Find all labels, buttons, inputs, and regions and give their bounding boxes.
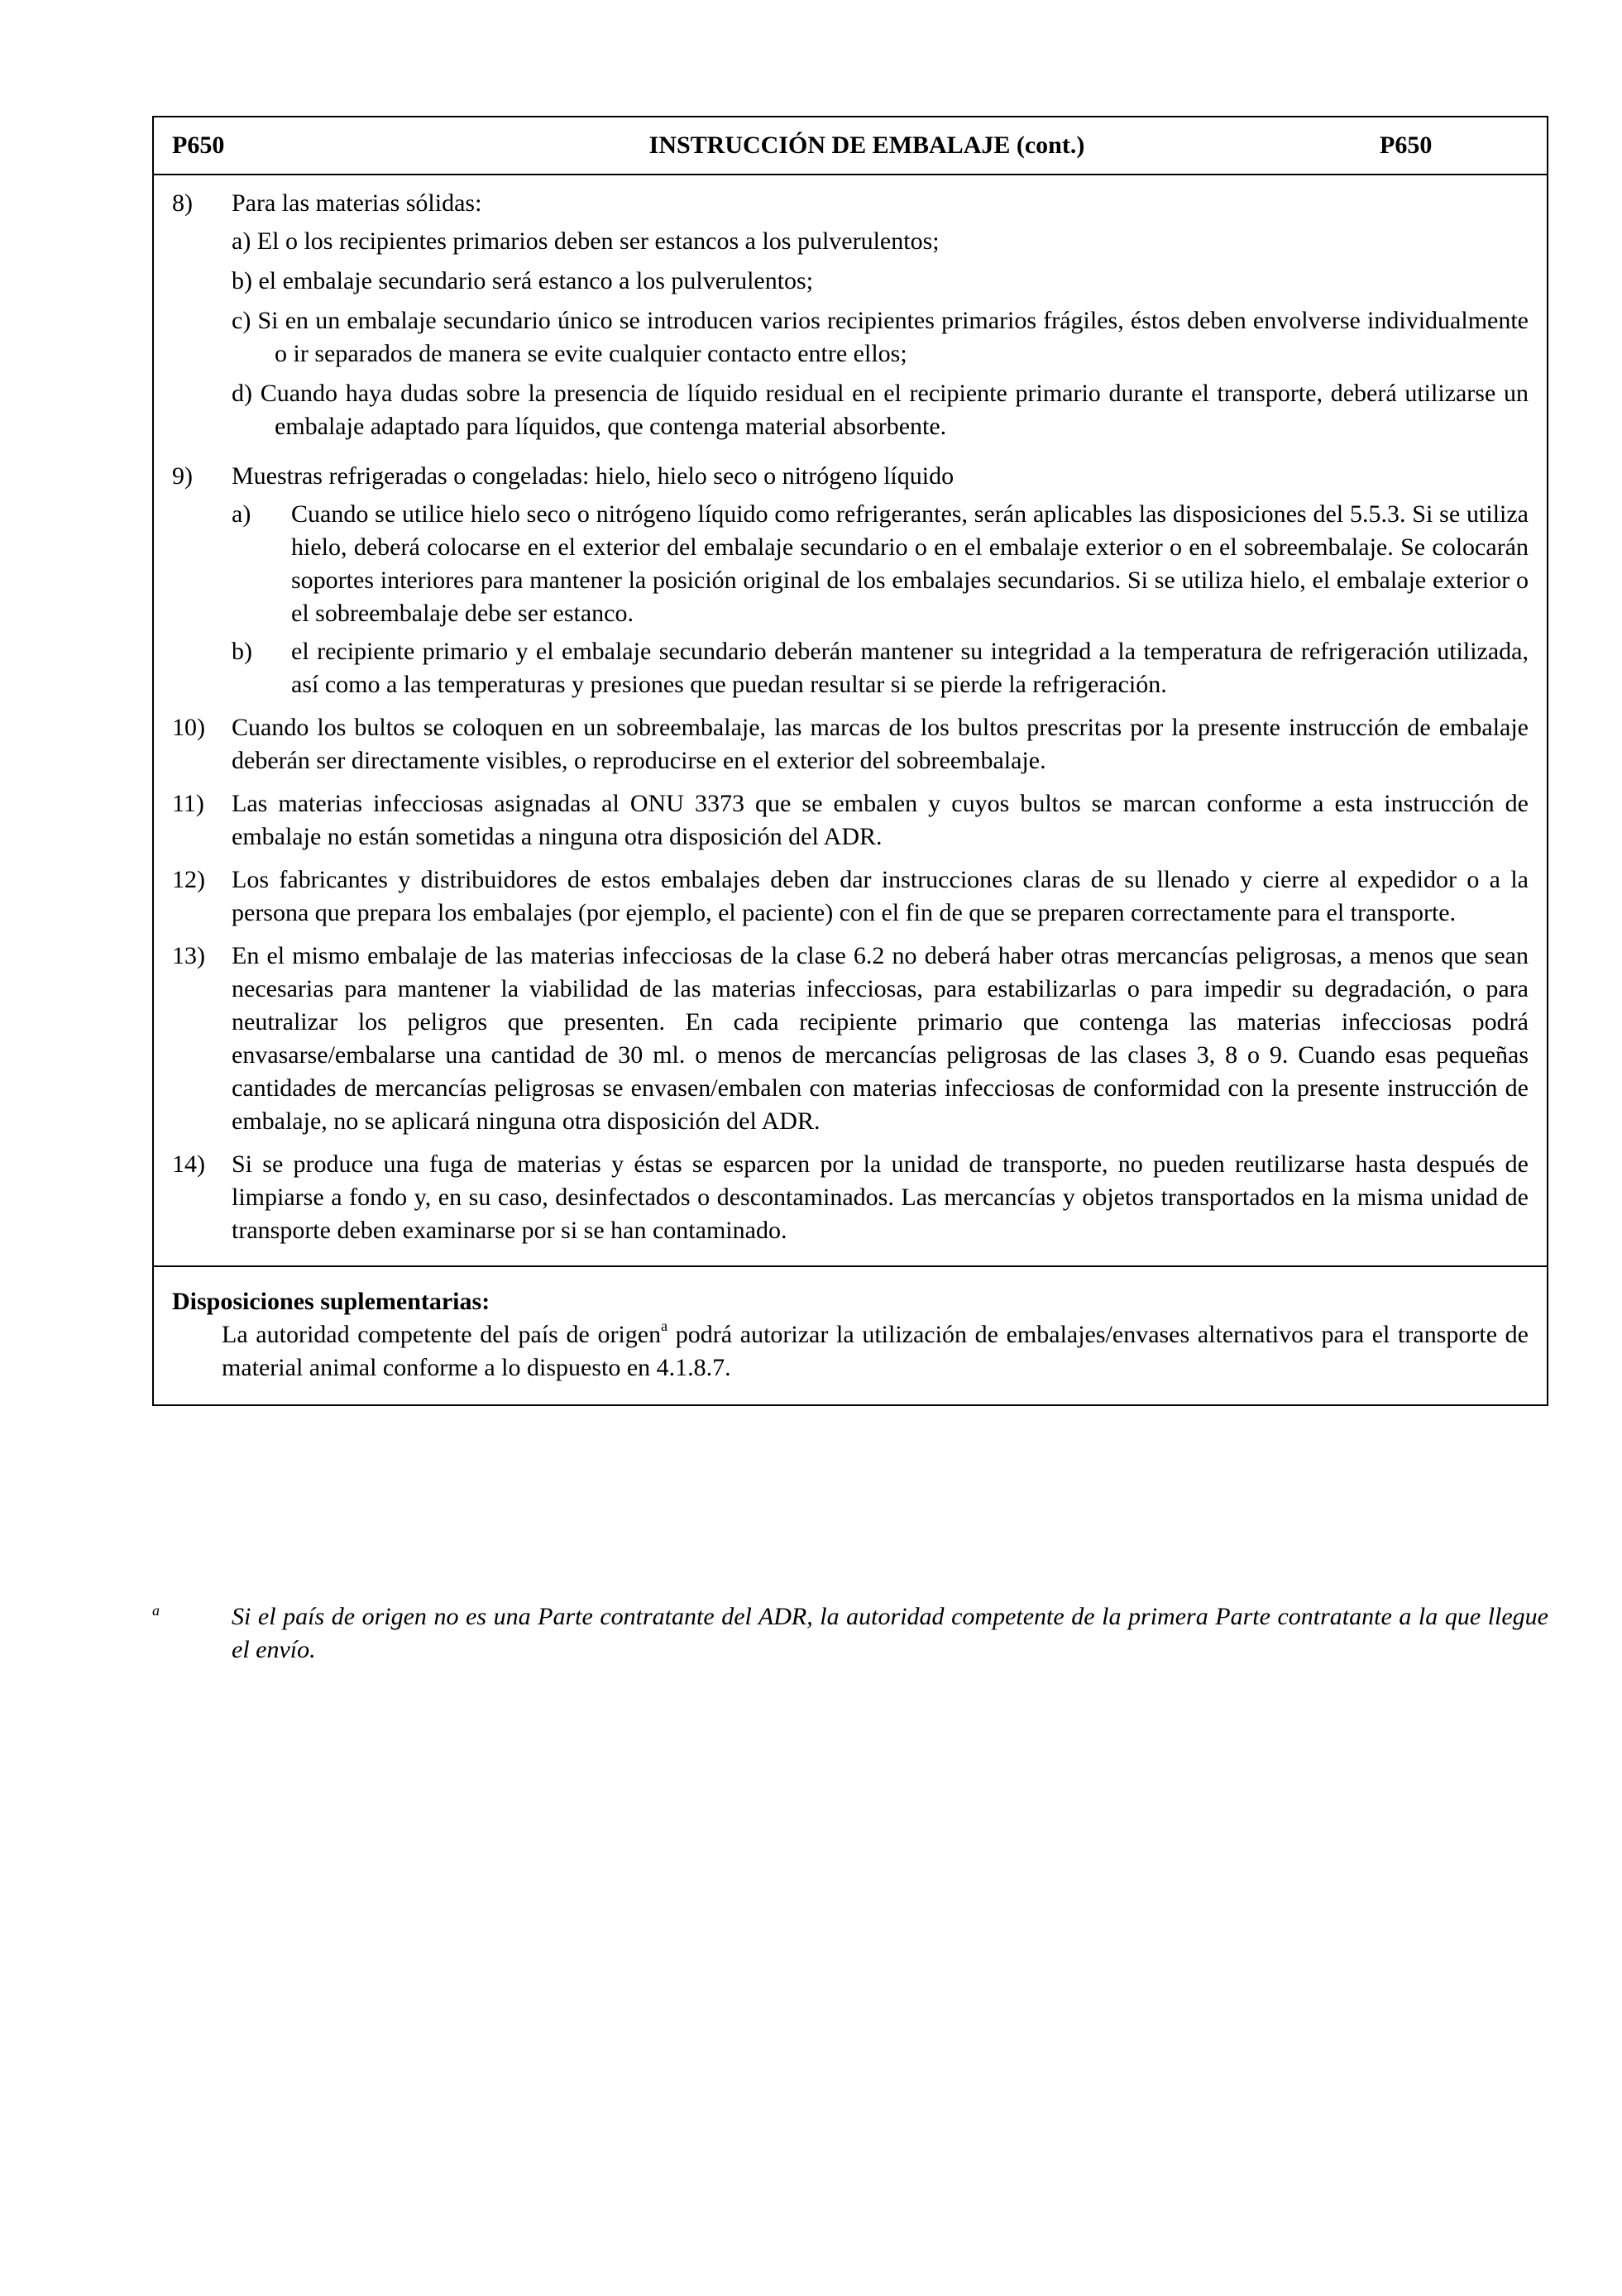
provision-14 xyxy=(172,1148,1529,1247)
sub-item-a: a) El o los recipientes primarios deben ser estancos a los pulverulentos; xyxy=(232,227,940,255)
sub-item-d: d) Cuando haya dudas sobre la presencia de líquido residual en el recipiente primario durante el transporte, deberá utilizarse un embalaje adaptado para líquidos, que contenga material absorbente. xyxy=(232,380,1529,440)
supplementary-text-start: La autoridad competente del país de origen xyxy=(222,1321,662,1348)
provision-number: 13) xyxy=(172,942,205,969)
provision-number: 14) xyxy=(172,1150,205,1178)
provision-text: Para las materias sólidas: xyxy=(232,189,482,217)
sub-item-b: b) el embalaje secundario será estanco a los pulverulentos; xyxy=(232,267,814,294)
footnote-reference: a xyxy=(661,1318,668,1334)
provision-10 xyxy=(172,711,1529,777)
provision-number: 10) xyxy=(172,714,205,741)
sub-item-letter: a) xyxy=(232,500,251,528)
provision-number: 8) xyxy=(172,189,193,217)
sub-item-text: el recipiente primario y el embalaje secundario deberán mantener su integridad a la temperatura de refrigeración utilizada, así como a las temperaturas y presiones que puedan resultar si se pierde la refrigeración. xyxy=(291,638,1529,698)
footnote xyxy=(152,1600,1548,1667)
sub-item-text: Cuando se utilice hielo seco o nitrógeno líquido como refrigerantes, serán aplicables las disposiciones del 5.5.3. Si se utiliza hielo, deberá colocarse en el exterior del embalaje secundario o en el embalaje exterior o en el sobreembalaje. Se colocarán soportes interiores para mantener la posición original de los embalajes secundarios. Si se utiliza hielo, el embalaje exterior o el sobreembalaje debe ser estanco. xyxy=(291,500,1529,627)
supplementary-provisions xyxy=(154,1267,1547,1404)
sub-item-c: c) Si en un embalaje secundario único se introducen varios recipientes primarios frágiles, éstos deben envolverse individualmente o ir separados de manera se evite cualquier contacto entre ellos; xyxy=(232,307,1529,367)
provision-9 xyxy=(172,460,1529,701)
sub-item-letter: b) xyxy=(232,638,252,665)
sub-item-a xyxy=(232,498,1529,630)
provision-11 xyxy=(172,787,1529,854)
supplementary-text-end: podrá autorizar la utilización de embalajes/envases alternativos para el transporte de material animal conforme a lo dispuesto en 4.1.8.7. xyxy=(222,1321,1529,1381)
supplementary-text xyxy=(172,1318,1529,1385)
provision-text: Si se produce una fuga de materias y éstas se esparcen por la unidad de transporte, no pueden reutilizarse hasta después de limpiarse a fondo y, en su caso, desinfectados o descontaminados. Las mercancías y objetos transportados en la misma unidad de transporte deben examinarse por si se han contaminado. xyxy=(232,1150,1529,1244)
provision-content xyxy=(232,187,1529,450)
provision-text: Los fabricantes y distribuidores de estos embalajes deben dar instrucciones claras de su llenado y cierre al expedidor o a la persona que prepara los embalajes (por ejemplo, el paciente) con el fin de que se preparen correctamente para el transporte. xyxy=(232,866,1529,926)
provision-text: Cuando los bultos se coloquen en un sobreembalaje, las marcas de los bultos prescritas por la presente instrucción de embalaje deberán ser directamente visibles, o reproducirse en el exterior del sobreembalaje. xyxy=(232,714,1529,774)
provision-content xyxy=(232,460,1529,701)
provision-number: 11) xyxy=(172,790,204,817)
provision-text: Las materias infecciosas asignadas al ONU 3373 que se embalen y cuyos bultos se marcan conforme a esta instrucción de embalaje no están sometidas a ninguna otra disposición del ADR. xyxy=(232,790,1529,850)
instruction-code-right: P650 xyxy=(1380,132,1433,159)
provision-12 xyxy=(172,863,1529,930)
instruction-body xyxy=(154,175,1547,1267)
provision-text: Muestras refrigeradas o congeladas: hielo, hielo seco o nitrógeno líquido xyxy=(232,462,955,490)
sub-list xyxy=(232,225,1529,443)
provision-number: 9) xyxy=(172,462,193,490)
table-header xyxy=(154,117,1547,175)
packing-instruction-table xyxy=(152,116,1548,1406)
provision-text: En el mismo embalaje de las materias infecciosas de la clase 6.2 no deberá haber otras mercancías peligrosas, a menos que sean necesarias para mantener la viabilidad de las materias infecciosas, para estabilizarlas o para impedir su degradación, o para neutralizar los peligros que presenten. En cada recipiente primario que contenga las materias infecciosas podrá envasarse/embalarse una cantidad de 30 ml. o menos de mercancías peligrosas de las clases 3, 8 o 9. Cuando esas pequeñas cantidades de mercancías peligrosas se envasen/embalen con materias infecciosas de conformidad con la presente instrucción de embalaje, no se aplicará ninguna otra disposición del ADR. xyxy=(232,942,1529,1135)
sub-item-b xyxy=(232,635,1529,701)
footnote-mark: a xyxy=(152,1602,160,1619)
supplementary-heading: Disposiciones suplementarias: xyxy=(172,1288,490,1315)
provision-8 xyxy=(172,187,1529,450)
provision-13 xyxy=(172,940,1529,1138)
footnote-text: Si el país de origen no es una Parte contratante del ADR, la autoridad competente de la primera Parte contratante a la que llegue el envío. xyxy=(232,1603,1548,1663)
instruction-title: INSTRUCCIÓN DE EMBALAJE (cont.) xyxy=(648,132,1085,159)
provision-number: 12) xyxy=(172,866,205,893)
instruction-code-left: P650 xyxy=(172,132,225,159)
